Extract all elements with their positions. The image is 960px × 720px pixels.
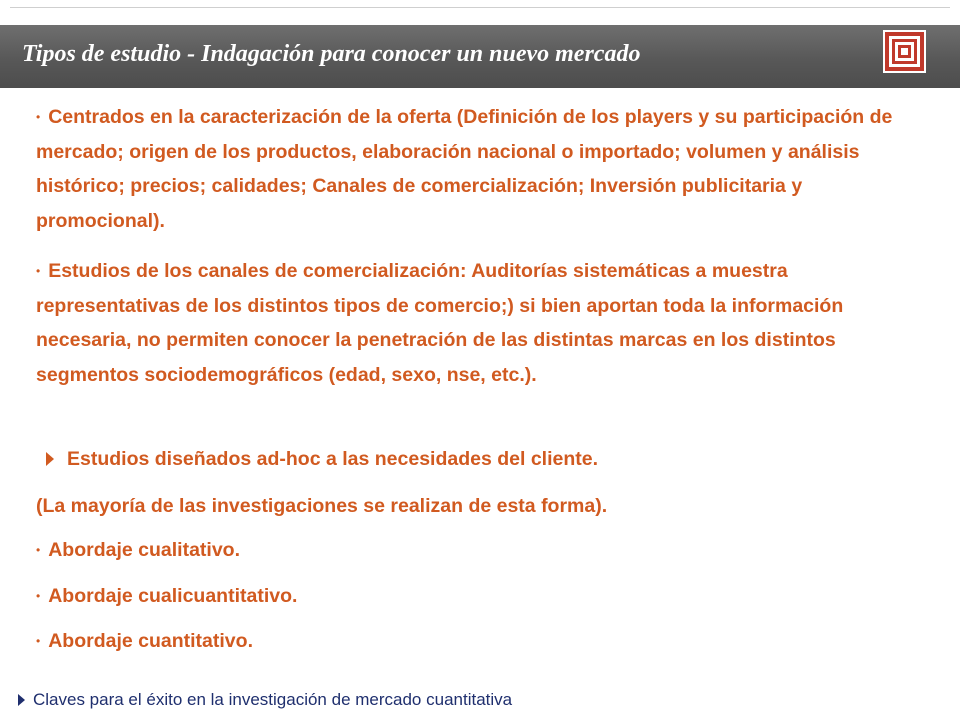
next-slide-link[interactable]: [18, 688, 512, 712]
list-item-text: Abordaje cualicuantitativo.: [48, 585, 298, 607]
list-item: [36, 533, 240, 567]
bullet-icon: •: [36, 110, 41, 124]
header-bar: [0, 25, 960, 88]
triangle-right-icon: [46, 452, 54, 466]
bullet-icon: •: [36, 543, 41, 557]
bullet-icon: •: [36, 589, 41, 603]
triangle-right-icon: [18, 694, 25, 706]
list-item: [36, 624, 253, 658]
adhoc-heading-text: Estudios diseñados ad-hoc a las necesidades del cliente.: [67, 448, 599, 470]
adhoc-note: (La mayoría de las investigaciones se realizan de esta forma).: [36, 495, 608, 517]
top-divider: [10, 7, 950, 8]
paragraph-text: Centrados en la caracterización de la oferta (Definición de los players y su participación de mercado; origen de los productos, elaboración nacional o importado; volumen y análisis histórico; precios; calidades; Canales de comercialización; Inversión publicitaria y promocional).: [36, 106, 893, 232]
list-item-text: Abordaje cualitativo.: [48, 539, 240, 561]
list-item: [36, 579, 297, 613]
adhoc-heading: [46, 442, 598, 476]
bullet-paragraph-channels: [36, 254, 921, 392]
bullet-icon: •: [36, 264, 41, 278]
concentric-squares-logo-icon: [883, 30, 926, 73]
bullet-icon: •: [36, 634, 41, 648]
list-item-text: Abordaje cuantitativo.: [48, 630, 253, 652]
next-slide-link-label: Claves para el éxito en la investigación de mercado cuantitativa: [33, 690, 513, 709]
paragraph-text: Estudios de los canales de comercialización: Auditorías sistemáticas a muestra representativas de los distintos tipos de comercio;) si bien aportan toda la información necesaria, no permiten conocer la penetración de las distintas marcas en los distintos segmentos sociodemográficos (edad, sexo, nse, etc.).: [36, 260, 844, 386]
bullet-paragraph-offer: [36, 100, 921, 238]
slide-title: Tipos de estudio - Indagación para conocer un nuevo mercado: [22, 41, 641, 67]
